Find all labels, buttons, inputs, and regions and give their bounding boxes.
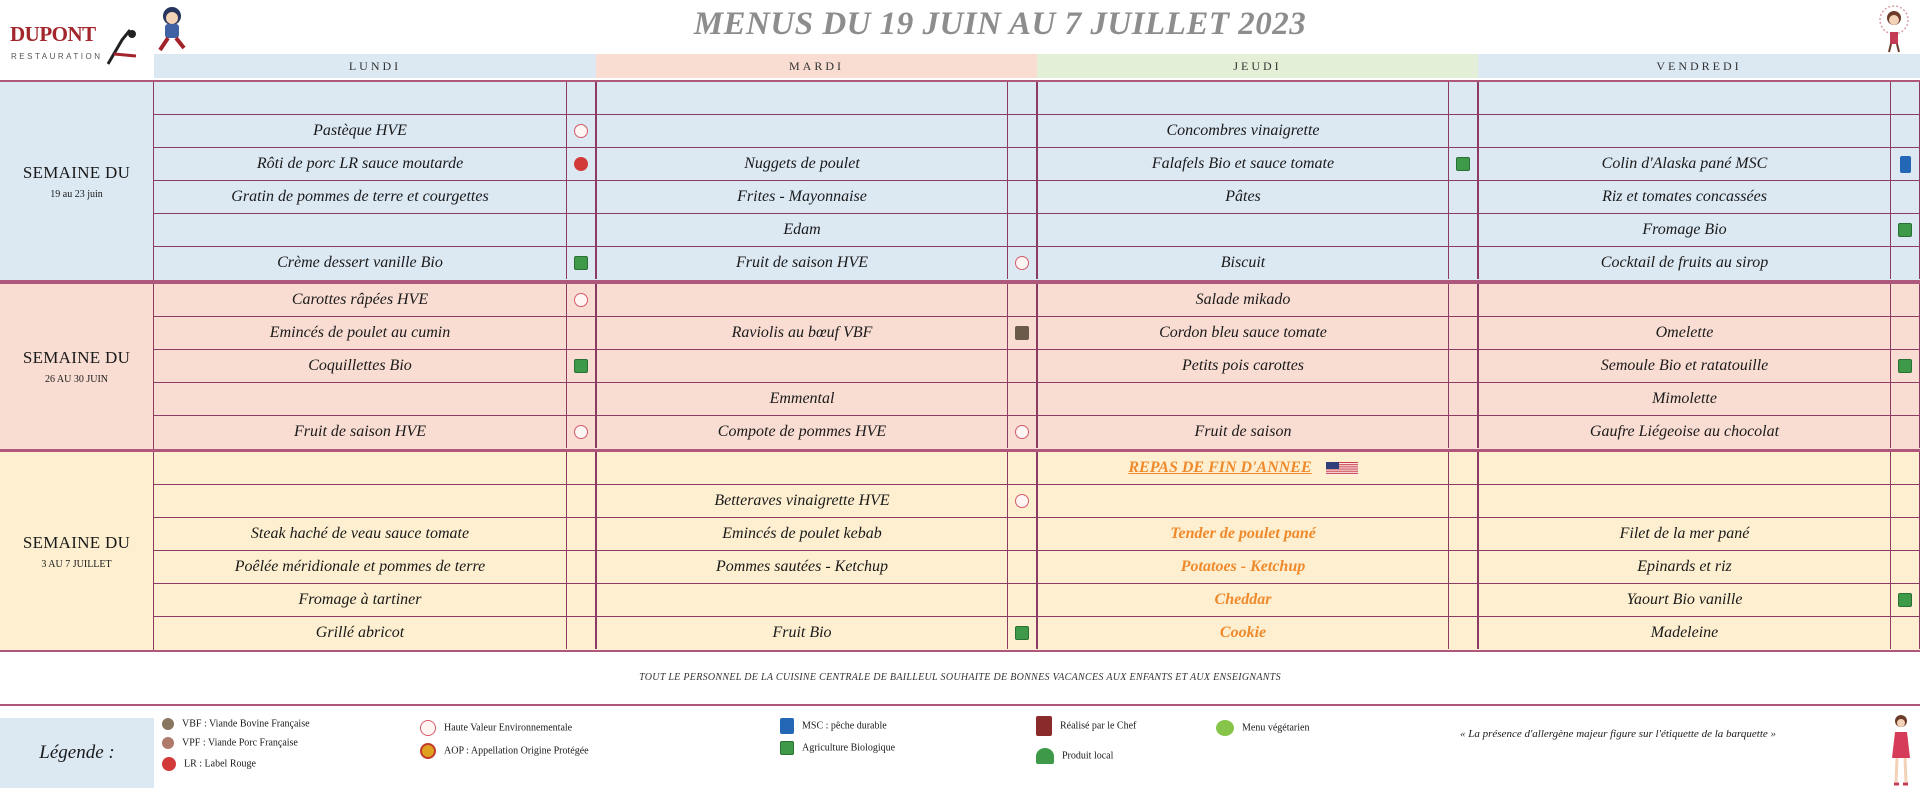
label-icon-cell (1007, 551, 1037, 583)
menu-item-text: Emincés de poulet au cumin (269, 324, 451, 341)
vegetarian-icon (1216, 720, 1234, 736)
page-title: MENUS DU 19 JUIN AU 7 JUILLET 2023 (693, 6, 1307, 42)
label-icon-cell (1007, 214, 1037, 246)
girl-portrait-icon (1872, 2, 1916, 54)
menu-item (596, 181, 1007, 213)
menu-item-text: Compote de pommes HVE (717, 423, 887, 440)
label-icon-cell (1448, 247, 1478, 279)
menu-item (1478, 350, 1890, 382)
menu-item (154, 452, 566, 484)
menu-item-text: Cheddar (1214, 591, 1272, 608)
menu-item (1037, 115, 1448, 147)
label-icon-cell (1890, 584, 1920, 616)
week-label-title: SEMAINE DU (22, 162, 131, 182)
menu-row (154, 584, 1920, 617)
menu-item-text: Carottes râpées HVE (291, 291, 429, 308)
label-icon-cell (566, 584, 596, 616)
menu-item (1478, 115, 1890, 147)
menu-item (596, 247, 1007, 279)
label-icon-cell (1890, 247, 1920, 279)
menu-item-text: Frites - Mayonnaise (737, 188, 867, 205)
menu-item (1478, 181, 1890, 213)
menu-row (154, 350, 1920, 383)
menu-row (154, 115, 1920, 148)
menu-item-text: Emincés de poulet kebab (722, 525, 882, 542)
menu-item (1478, 452, 1890, 484)
legend-msc: MSC : pêche durable (780, 718, 887, 734)
label-icon-cell (1007, 584, 1037, 616)
label-icon-cell (1890, 485, 1920, 517)
label-icon-cell (1448, 284, 1478, 316)
label-icon-cell (1007, 383, 1037, 415)
label-icon-cell (1890, 617, 1920, 649)
aop-icon (420, 743, 436, 759)
menu-item (1037, 551, 1448, 583)
menu-item-text: Omelette (1655, 324, 1714, 341)
menu-item (596, 317, 1007, 349)
menu-item (154, 284, 566, 316)
menu-item (1037, 584, 1448, 616)
label-icon-cell (566, 416, 596, 448)
label-icon-cell (566, 452, 596, 484)
menu-item-text: Cookie (1219, 624, 1267, 641)
label-icon-cell (1890, 214, 1920, 246)
label-icon-cell (1890, 181, 1920, 213)
menu-row (154, 383, 1920, 416)
label-icon-cell (566, 518, 596, 550)
menu-item-text: Coquillettes Bio (308, 357, 412, 374)
dupont-logo (10, 14, 105, 66)
menu-item (1478, 214, 1890, 246)
menu-item-text: Fruit de saison (1194, 423, 1292, 440)
day-header-vendredi: VENDREDI (1478, 54, 1920, 78)
organic-ab-icon (1456, 157, 1470, 171)
menu-item-text: Falafels Bio et sauce tomate (1151, 155, 1335, 172)
menu-item (1037, 317, 1448, 349)
label-icon-cell (1448, 617, 1478, 649)
label-icon-cell (1448, 82, 1478, 114)
menu-item (154, 148, 566, 180)
menu-item (1037, 247, 1448, 279)
week-label (0, 284, 154, 449)
menu-item (154, 317, 566, 349)
menu-item-text: Fruit de saison HVE (736, 254, 868, 271)
label-rouge-icon (162, 757, 176, 771)
hve-icon (420, 720, 436, 736)
menu-item-text: Riz et tomates concassées (1602, 188, 1767, 205)
organic-ab-icon (1898, 359, 1912, 373)
us-flag-icon (1326, 462, 1358, 475)
legend-chef: Réalisé par le Chef (1036, 716, 1136, 736)
label-icon-cell (1448, 148, 1478, 180)
menu-item-text: Semoule Bio et ratatouille (1600, 357, 1769, 374)
label-icon-cell (1448, 214, 1478, 246)
legend-title: Légende : (0, 718, 154, 788)
label-icon-cell (566, 485, 596, 517)
label-icon-cell (1007, 617, 1037, 649)
menu-item-text: Pastèque HVE (313, 122, 407, 139)
label-icon-cell (566, 383, 596, 415)
menu-item (1478, 82, 1890, 114)
menu-item-text: Edam (783, 221, 821, 238)
menu-item-text: Fruit Bio (772, 624, 832, 641)
menu-item (596, 452, 1007, 484)
label-icon-cell (1007, 485, 1037, 517)
logo-subtext: RESTAURATION (11, 52, 103, 61)
label-icon-cell (566, 284, 596, 316)
menu-row (154, 284, 1920, 317)
label-icon-cell (1890, 383, 1920, 415)
label-icon-cell (1007, 452, 1037, 484)
menu-item (154, 416, 566, 448)
label-icon-cell (566, 214, 596, 246)
label-icon-cell (566, 148, 596, 180)
label-icon-cell (1890, 518, 1920, 550)
label-icon-cell (1007, 284, 1037, 316)
label-icon-cell (1448, 416, 1478, 448)
menu-item (596, 485, 1007, 517)
menu-item (154, 247, 566, 279)
menu-item-text: Fruit de saison HVE (294, 423, 426, 440)
label-icon-cell (1007, 82, 1037, 114)
menu-row (154, 317, 1920, 350)
label-icon-cell (1448, 350, 1478, 382)
menu-item-text: Petits pois carottes (1181, 357, 1305, 374)
label-icon-cell (1890, 82, 1920, 114)
menu-item (596, 350, 1007, 382)
menu-item (154, 115, 566, 147)
menu-item (1037, 148, 1448, 180)
menu-item (154, 617, 566, 649)
menu-item-text: Poêlée méridionale et pommes de terre (234, 558, 486, 575)
menu-item (596, 148, 1007, 180)
menu-item-text: Mimolette (1652, 390, 1717, 407)
organic-ab-icon (574, 359, 588, 373)
menu-item (596, 115, 1007, 147)
week-block (0, 450, 1920, 652)
menu-row (154, 416, 1920, 449)
hve-icon (1015, 425, 1029, 439)
label-icon-cell (1007, 247, 1037, 279)
menu-item-text: Raviolis au bœuf VBF (731, 324, 873, 341)
label-icon-cell (566, 115, 596, 147)
menu-item (1478, 617, 1890, 649)
label-icon-cell (1007, 350, 1037, 382)
menu-item (596, 518, 1007, 550)
label-icon-cell (566, 181, 596, 213)
week-block (0, 282, 1920, 451)
menu-item (596, 214, 1007, 246)
label-icon-cell (1890, 115, 1920, 147)
menu-item-text: Epinards et riz (1637, 558, 1732, 575)
week-label-title: SEMAINE DU (22, 348, 131, 367)
label-icon-cell (566, 247, 596, 279)
day-header-jeudi: JEUDI (1037, 54, 1478, 78)
menu-row (154, 452, 1920, 485)
label-rouge-icon (574, 157, 588, 171)
menu-item-text: Concombres vinaigrette (1166, 122, 1320, 139)
menu-item-text: Pommes sautées - Ketchup (716, 558, 888, 575)
label-icon-cell (566, 350, 596, 382)
label-icon-cell (566, 317, 596, 349)
menu-item-text: Pâtes (1225, 188, 1261, 205)
menu-item (1478, 416, 1890, 448)
msc-icon (780, 718, 794, 734)
day-header-lundi: LUNDI (154, 54, 596, 78)
legend-local: Produit local (1036, 748, 1113, 764)
allergen-note: « La présence d'allergène majeur figure sur l'étiquette de la barquette » (1460, 728, 1777, 740)
menu-item (596, 551, 1007, 583)
organic-ab-icon (1898, 593, 1912, 607)
label-icon-cell (1448, 485, 1478, 517)
hve-icon (574, 124, 588, 138)
menu-item-text: Cocktail de fruits au sirop (1600, 254, 1769, 271)
menu-row (154, 551, 1920, 584)
girl-illustration-icon (1888, 712, 1914, 788)
menu-row (154, 148, 1920, 181)
hve-icon (1015, 256, 1029, 270)
hve-icon (574, 425, 588, 439)
menu-item-text: Grillé abricot (315, 624, 405, 641)
menu-item (1037, 181, 1448, 213)
legend-vpf: VPF : Viande Porc Française (162, 737, 298, 749)
label-icon-cell (1007, 416, 1037, 448)
label-icon-cell (566, 551, 596, 583)
label-icon-cell (1890, 148, 1920, 180)
label-icon-cell (1448, 551, 1478, 583)
menu-item (154, 214, 566, 246)
label-icon-cell (1448, 584, 1478, 616)
vpf-logo-icon (162, 737, 174, 749)
menu-item (1478, 148, 1890, 180)
label-icon-cell (1448, 383, 1478, 415)
label-icon-cell (1890, 284, 1920, 316)
organic-ab-icon (574, 256, 588, 270)
menu-item-text: Rôti de porc LR sauce moutarde (256, 155, 464, 172)
child-illustration-icon (150, 2, 202, 54)
menu-item (1037, 485, 1448, 517)
holiday-message: TOUT LE PERSONNEL DE LA CUISINE CENTRALE DE BAILLEUL SOUHAITE DE BONNES VACANCES AUX ENFANTS ET AUX ENSEIGNANTS (639, 672, 1281, 683)
label-icon-cell (1007, 148, 1037, 180)
menu-item-text: Fromage Bio (1642, 221, 1727, 238)
week-label-dates: 3 AU 7 JUILLET (41, 558, 112, 570)
msc-icon (1900, 156, 1911, 173)
week-label-dates: 19 au 23 juin (50, 188, 103, 200)
label-icon-cell (1890, 551, 1920, 583)
menu-item-text: Nuggets de poulet (744, 155, 860, 172)
menu-item (596, 284, 1007, 316)
menu-item (596, 584, 1007, 616)
label-icon-cell (1448, 115, 1478, 147)
vbf-logo-icon (162, 718, 174, 730)
label-icon-cell (1890, 452, 1920, 484)
menu-item (1037, 416, 1448, 448)
menu-item (154, 584, 566, 616)
menu-item (1037, 82, 1448, 114)
menu-row (154, 181, 1920, 214)
menu-item (1037, 383, 1448, 415)
menu-item (154, 181, 566, 213)
label-icon-cell (1007, 181, 1037, 213)
menu-item (154, 485, 566, 517)
chef-figure-icon (102, 26, 142, 70)
menu-item (1478, 584, 1890, 616)
local-product-icon (1036, 748, 1054, 764)
vbf-icon (1015, 326, 1029, 340)
menu-item-text: Steak haché de veau sauce tomate (250, 525, 470, 542)
hve-icon (1015, 494, 1029, 508)
menu-item (1037, 452, 1448, 484)
label-icon-cell (1890, 416, 1920, 448)
organic-ab-icon (780, 741, 794, 755)
menu-item (1037, 284, 1448, 316)
menu-item (1037, 518, 1448, 550)
menu-item (596, 416, 1007, 448)
menu-row (154, 617, 1920, 650)
organic-ab-icon (1015, 626, 1029, 640)
menu-item-text: Gaufre Liégeoise au chocolat (1589, 423, 1780, 440)
menu-item (154, 82, 566, 114)
menu-item-text: Gratin de pommes de terre et courgettes (231, 188, 489, 205)
label-icon-cell (1448, 452, 1478, 484)
legend-veg: Menu végétarien (1216, 720, 1309, 736)
menu-item (1478, 284, 1890, 316)
menu-row (154, 247, 1920, 280)
menu-item (596, 383, 1007, 415)
menu-item (1478, 485, 1890, 517)
legend-vbf: VBF : Viande Bovine Française (162, 718, 310, 730)
menu-item-text: REPAS DE FIN D'ANNEE (1128, 459, 1312, 476)
menu-item (1478, 383, 1890, 415)
menu-item-text: Yaourt Bio vanille (1626, 591, 1743, 608)
menu-item (154, 383, 566, 415)
legend-aop: AOP : Appellation Origine Protégée (420, 743, 589, 759)
menu-item-text: Tender de poulet pané (1170, 525, 1316, 542)
menu-item (1478, 247, 1890, 279)
menu-item-text: Filet de la mer pané (1619, 525, 1750, 542)
menu-item (596, 617, 1007, 649)
label-icon-cell (1007, 317, 1037, 349)
label-icon-cell (1007, 115, 1037, 147)
label-icon-cell (1448, 317, 1478, 349)
menu-item (1037, 350, 1448, 382)
menu-row (154, 82, 1920, 115)
logo-text: DUPONT (10, 22, 96, 46)
menu-row (154, 518, 1920, 551)
chef-made-icon (1036, 716, 1052, 736)
week-label (0, 82, 154, 280)
label-icon-cell (1007, 518, 1037, 550)
menu-row (154, 485, 1920, 518)
menu-item-text: Betteraves vinaigrette HVE (714, 492, 890, 509)
menu-item (1037, 214, 1448, 246)
menu-item (154, 551, 566, 583)
menu-item-text: Potatoes - Ketchup (1180, 558, 1306, 575)
legend-divider (0, 704, 1920, 706)
menu-item-text: Salade mikado (1195, 291, 1291, 308)
label-icon-cell (566, 82, 596, 114)
menu-item-text: Fromage à tartiner (298, 591, 422, 608)
legend-hve: Haute Valeur Environnementale (420, 720, 572, 736)
menu-item (1037, 617, 1448, 649)
week-block (0, 80, 1920, 282)
label-icon-cell (1890, 350, 1920, 382)
week-label-title: SEMAINE DU (22, 532, 131, 552)
organic-ab-icon (1898, 223, 1912, 237)
legend-ab: Agriculture Biologique (780, 741, 895, 755)
menu-item (1478, 551, 1890, 583)
label-icon-cell (1890, 317, 1920, 349)
label-icon-cell (1448, 518, 1478, 550)
week-label-dates: 26 AU 30 JUIN (44, 374, 109, 385)
menu-item (596, 82, 1007, 114)
menu-item (1478, 518, 1890, 550)
menu-item-text: Colin d'Alaska pané MSC (1601, 155, 1768, 172)
menu-item (154, 350, 566, 382)
menu-row (154, 214, 1920, 247)
legend-lr: LR : Label Rouge (162, 757, 256, 771)
day-header-mardi: MARDI (596, 54, 1037, 78)
menu-item-text: Madeleine (1650, 624, 1719, 641)
menu-item-text: Emmental (769, 390, 835, 407)
menu-item (1478, 317, 1890, 349)
menu-item-text: Crème dessert vanille Bio (277, 254, 443, 271)
menu-item-text: Cordon bleu sauce tomate (1159, 324, 1327, 341)
label-icon-cell (566, 617, 596, 649)
menu-item (154, 518, 566, 550)
week-label (0, 452, 154, 650)
hve-icon (574, 293, 588, 307)
menu-item-text: Biscuit (1220, 254, 1266, 271)
label-icon-cell (1448, 181, 1478, 213)
